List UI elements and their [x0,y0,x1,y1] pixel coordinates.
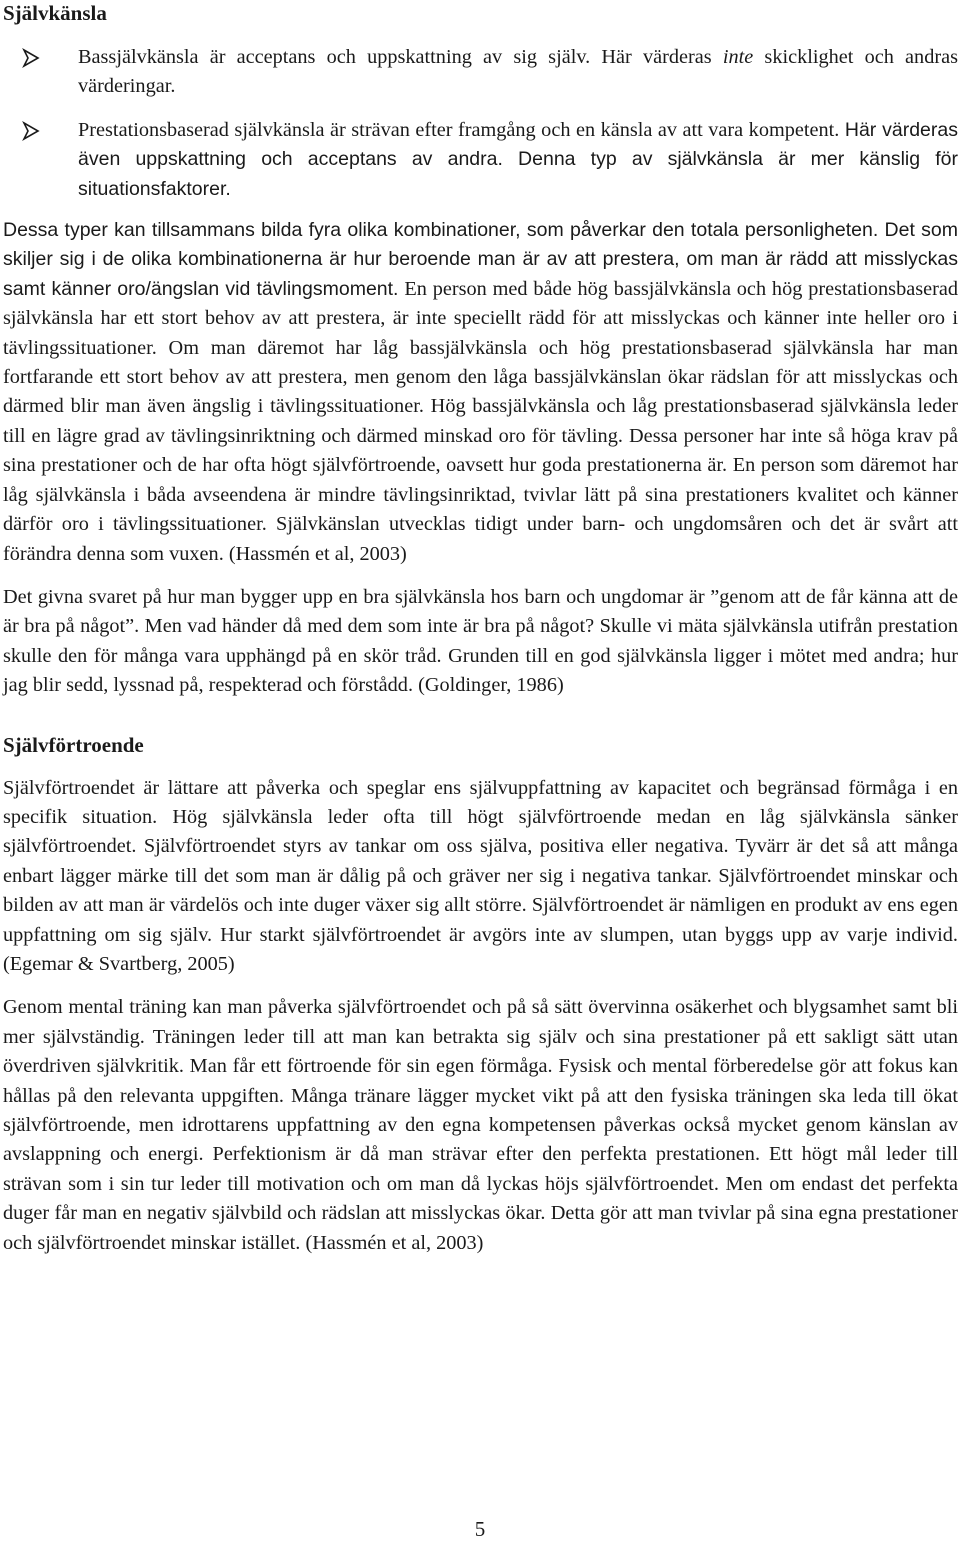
paragraph-egemar: Självförtroendet är lättare att påverka och speglar ens självuppfattning av kapacitet och begränsad förmåga i en specifik situation. Hög självkänsla leder ofta till högt självförtroende medan en låg självkänsla sänker självförtroendet. Självförtroendet styrs av tankar om oss själva, positiva eller negativa. Tyvärr är det så att många enbart lägger märke till det som man är dålig på och gräver ner sig i negativa tankar. Självförtroendet minskar och bilden av att man är värdelös och inte duger växer sig allt större. Självförtroendet är nämligen en produkt av ens egen uppfattning om sig själv. Hur starkt självförtroendet är avgörs inte av slumpen, utan byggs upp av varje individ. (Egemar & Svartberg, 2005) [3,776,958,975]
paragraph-sans-part: Dessa typer kan tillsammans bilda fyra olika kombinationer, som påverkar den totala personligheten. Det som skiljer sig i de olika kombinationerna är hur beroende man är av att prestera, om man är rädd att misslyckas samt känner oro/ängslan vid tävlingsmoment. [3,219,958,300]
bullet-text-sans: Här värderas även uppskattning och acceptans av andra. Denna typ av självkänsla är mer känslig för situationsfaktorer. [78,118,958,200]
bullet-emphasis: inte [722,46,754,68]
bullet-item-prestationsbaserad [3,116,958,204]
paragraph-goldinger: Det givna svaret på hur man bygger upp en bra självkänsla hos barn och ungdomar är ”genom att de får känna att de är bra på något”. Men vad händer då med dem som inte är bra på något? Skulle vi mäta självkänsla utifrån prestation skulle den för många vara upphängd på en skör tråd. Grunden till en god självkänsla ligger i mötet med andra; hur jag blir sedd, lyssnad på, respekterad och förstådd. (Goldinger, 1986) [3,585,958,697]
bullet-text: Prestationsbaserad självkänsla är strävan efter framgång och en känsla av att vara kompetent. [78,118,845,141]
bullet-text: skicklighet och andras värderingar. [78,46,958,98]
document-page [3,0,958,1258]
section-heading-sjalvfortroende: Självförtroende [3,732,144,757]
page-number: 5 [474,1517,486,1541]
bullet-text: Bassjälvkänsla är acceptans och uppskattning av sig själv. Här värderas [78,46,723,68]
arrowhead-bullet-icon [21,48,41,68]
arrowhead-bullet-icon [21,121,41,141]
paragraph-serif-part: En person med både hög bassjälvkänsla och hög prestationsbaserad självkänsla har ett stort behov av att prestera, är inte speciellt rädd för att misslyckas och känner inte heller oro i tävlingssituationer. Om man däremot har låg bassjälvkänsla och hög prestationsbaserad självkänsla har man fortfarande ett stort behov av att prestera, men genom den låga bassjälvkänslan ökar rädslan för att misslyckas och därmed blir man även ängslig i tävlingssituationer. Hög bassjälvkänsla och låg prestationsbaserad självkänsla leder till en lägre grad av tävlingsinriktning och därmed minskad oro för tävling. Dessa personer har inte så höga krav på sina prestationer och de har ofta högt självförtroende, oavsett hur goda prestationerna är. En person som däremot har låg självkänsla i båda avseendena är mindre tävlingsinriktad, tvivlar lätt på sina prestationers kvalitet och känner därför oro i tävlingssituationer. Självkänslan utvecklas tidigt under barn- och ungdomsåren och det är svårt att förändra denna som vuxen. (Hassmén et al, 2003) [3,277,958,565]
paragraph-mental-traning: Genom mental träning kan man påverka självförtroendet och på så sätt övervinna osäkerhet och blygsamhet samt bli mer självständig. Träningen leder till att man kan betrakta sig själv och sina prestationer på ett sakligt sätt utan överdriven självkritik. Man får ett förtroende för sin egen förmåga. Fysisk och mental förberedelse gör att fokus kan hållas på den relevanta uppgiften. Många tränare lägger mycket vikt på att den fysiska träningen ska leda till ökat självförtroende, men idrottarens uppfattning av den egna kompetensen påverkas också mycket genom känslan av avslappning och energi. Perfektionism är då man strävar efter den perfekta prestationen. Ett högt mål leder till strävan som i sin tur leder till motivation och om man då lyckas höjs självförtroendet. Men om endast det perfekta duger får man en negativ självbild och rädslan att misslyckas ökar. Detta gör att man tvivlar på sina egna prestationer och självförtroendet minskar istället. (Hassmén et al, 2003) [3,996,958,1254]
bullet-list [3,43,958,204]
bullet-item-bassjalvkansla [3,43,958,102]
paragraph-kombinationer [3,216,958,569]
section-heading-sjalvkansla: Självkänsla [3,1,107,25]
